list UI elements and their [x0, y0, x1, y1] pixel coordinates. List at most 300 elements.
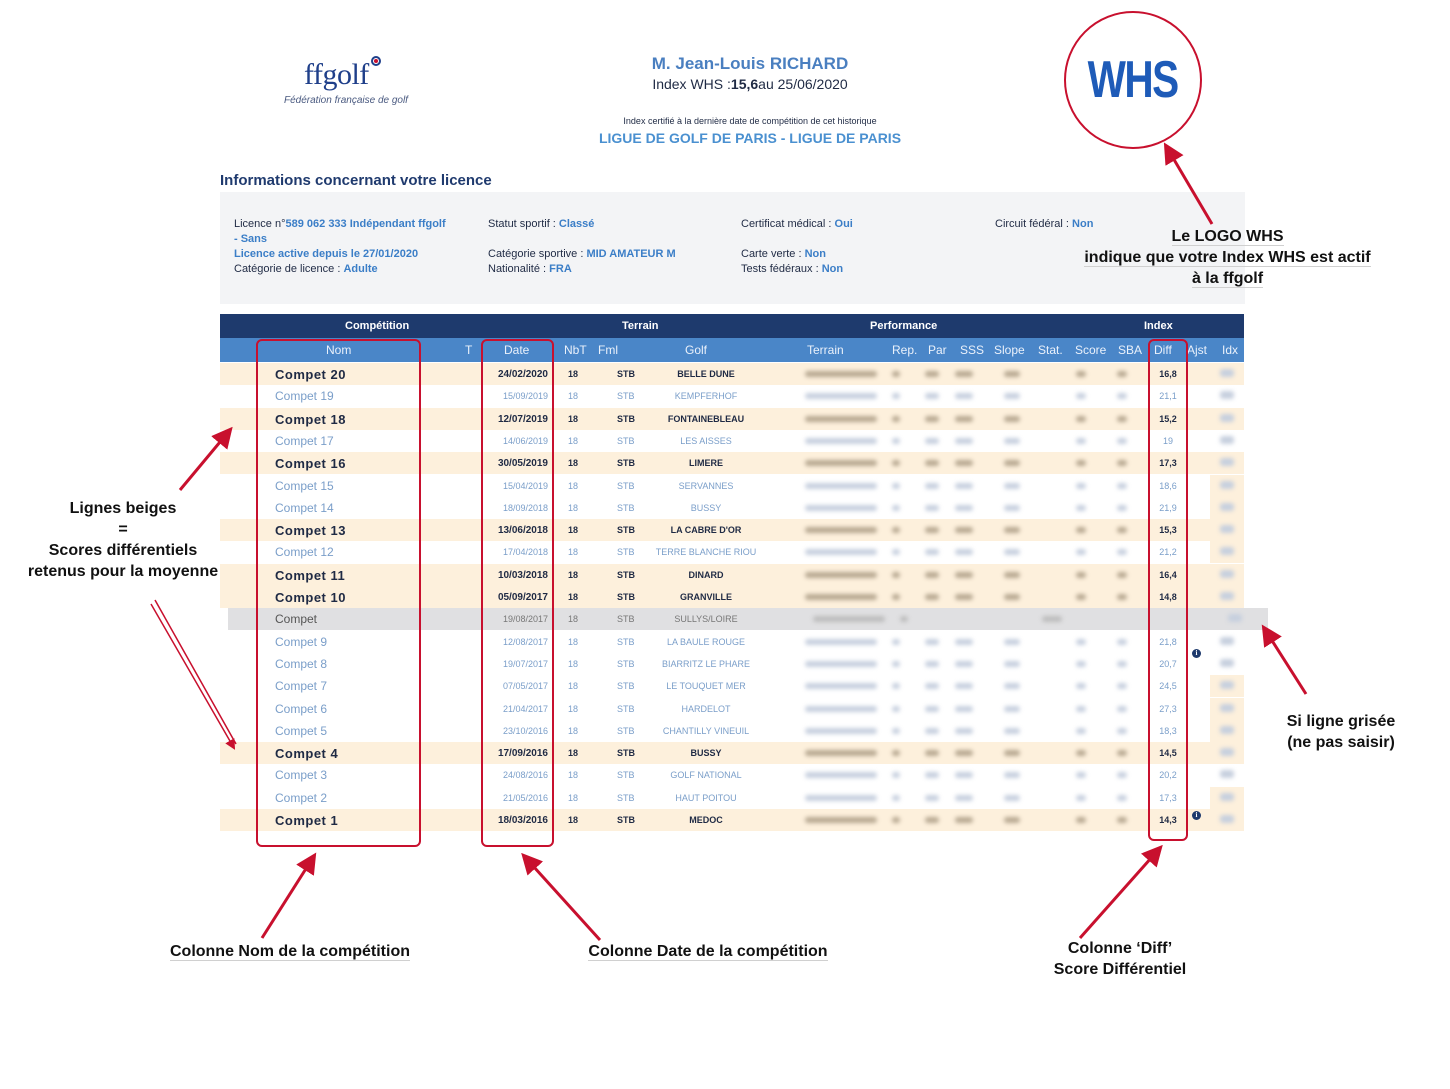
nationalite-label: Nationalité : — [488, 263, 550, 275]
fml-cell: STB — [617, 502, 635, 513]
golf-cell: LA CABRE D'OR — [670, 525, 742, 536]
golf-cell: LES AISSES — [680, 435, 732, 446]
golf-cell: DINARD — [688, 569, 724, 580]
diff-cell: 21,9 — [1159, 502, 1177, 513]
nbt-cell: 18 — [568, 815, 579, 825]
nbt-cell: 18 — [568, 480, 579, 491]
blurred-value — [925, 393, 939, 399]
blurred-value — [892, 371, 900, 377]
fml-cell: STB — [617, 792, 635, 803]
blurred-value — [955, 639, 973, 645]
categorie-sportive-value: MID AMATEUR M — [586, 248, 676, 260]
competition-name-cell: Compet 18 — [275, 411, 346, 427]
blurred-value — [805, 438, 877, 444]
blurred-value — [1117, 572, 1127, 578]
blurred-value — [892, 750, 900, 756]
blurred-value — [1004, 438, 1020, 444]
blurred-value — [925, 483, 939, 489]
carte-verte-value: Non — [804, 248, 826, 260]
blurred-value — [1076, 594, 1086, 600]
golf-cell: SERVANNES — [678, 480, 734, 491]
date-cell: 14/06/2019 — [502, 435, 548, 446]
date-cell: 13/06/2018 — [497, 525, 548, 537]
blurred-value — [1076, 438, 1086, 444]
nbt-cell: 18 — [568, 681, 579, 692]
beige-annotation-line2: = — [118, 521, 128, 538]
blurred-value — [1076, 483, 1086, 489]
blurred-index — [1220, 481, 1234, 489]
nbt-cell: 18 — [568, 458, 579, 469]
nationalite-value: FRA — [549, 263, 572, 275]
fml-cell: STB — [617, 614, 635, 625]
blurred-value — [1004, 594, 1020, 600]
blurred-index — [1228, 614, 1242, 622]
col-ajst[interactable]: Ajst — [1187, 343, 1208, 357]
date-cell: 19/07/2017 — [502, 658, 548, 669]
ffgolf-logo-subtitle: Fédération française de golf — [284, 95, 408, 106]
blurred-value — [892, 483, 900, 489]
blurred-value — [955, 661, 973, 667]
fml-cell: STB — [617, 770, 635, 781]
blurred-value — [1117, 460, 1127, 466]
date-cell: 17/09/2016 — [497, 748, 548, 760]
golf-cell: LIMERE — [688, 458, 723, 469]
col-slope[interactable]: Slope — [994, 343, 1025, 357]
competition-name-cell: Compet 8 — [275, 656, 328, 671]
blurred-value — [892, 817, 900, 823]
date-cell: 21/04/2017 — [502, 703, 548, 714]
player-name: M. Jean-Louis RICHARD — [651, 54, 849, 73]
blurred-value — [1076, 416, 1086, 422]
blurred-value — [892, 661, 900, 667]
diff-annotation-line2: Score Différentiel — [1053, 961, 1187, 978]
blurred-value — [805, 594, 877, 600]
blurred-value — [805, 483, 877, 489]
blurred-value — [805, 371, 877, 377]
blurred-index — [1220, 748, 1234, 756]
blurred-value — [955, 527, 973, 533]
blurred-index — [1220, 369, 1234, 377]
index-value: 15,6 — [730, 76, 759, 92]
golf-cell: BUSSY — [690, 748, 722, 759]
col-stat[interactable]: Stat. — [1038, 343, 1063, 357]
blurred-value — [1076, 460, 1086, 466]
golf-cell: GOLF NATIONAL — [670, 770, 742, 781]
diff-cell: 21,8 — [1159, 636, 1177, 647]
blurred-value — [1004, 639, 1020, 645]
whs-annotation-line3: à la ffgolf — [1191, 270, 1264, 287]
blurred-value — [892, 393, 900, 399]
fml-cell: STB — [617, 547, 635, 558]
nom-annotation — [150, 941, 430, 962]
date-cell: 24/02/2020 — [497, 369, 548, 380]
blurred-value — [892, 505, 900, 511]
nbt-cell: 18 — [568, 614, 579, 625]
blurred-value — [1076, 505, 1086, 511]
nbt-cell: 18 — [568, 569, 579, 580]
blurred-value — [925, 661, 939, 667]
col-nom[interactable]: Nom — [326, 343, 352, 357]
competition-name-cell: Compet 5 — [275, 723, 328, 738]
nbt-cell: 18 — [568, 703, 579, 714]
date-cell: 15/04/2019 — [502, 480, 548, 491]
blurred-value — [1117, 661, 1127, 667]
licence-number-label: Licence n° — [234, 218, 286, 230]
blurred-value — [1076, 728, 1086, 734]
blurred-value — [805, 572, 877, 578]
col-terrain[interactable]: Terrain — [807, 343, 844, 357]
nbt-cell: 18 — [568, 658, 579, 669]
licence-section-title: Informations concernant votre licence — [220, 172, 492, 189]
beige-annotation-line1: Lignes beiges — [69, 500, 177, 517]
fml-cell: STB — [617, 413, 635, 424]
col-fml[interactable]: Fml — [598, 343, 618, 357]
arrow-date — [524, 856, 600, 940]
blurred-value — [1076, 683, 1086, 689]
date-cell: 18/09/2018 — [502, 502, 548, 513]
blurred-index — [1220, 815, 1234, 823]
competition-name-cell: Compet 15 — [275, 478, 334, 493]
nbt-cell: 18 — [568, 435, 579, 446]
date-cell: 12/08/2017 — [502, 636, 548, 647]
fml-cell: STB — [617, 369, 635, 379]
blurred-value — [955, 371, 973, 377]
certificat-medical-value: Oui — [834, 218, 853, 230]
diff-annotation-line1: Colonne ‘Diff’ — [1067, 940, 1173, 957]
whs-logo-highlight — [1064, 11, 1202, 149]
col-nbt[interactable]: NbT — [564, 343, 587, 357]
blurred-value — [805, 393, 877, 399]
date-cell: 24/08/2016 — [502, 770, 548, 781]
blurred-value — [925, 795, 939, 801]
fml-cell: STB — [617, 592, 635, 602]
fml-cell: STB — [617, 815, 635, 825]
diff-cell: 17,3 — [1159, 792, 1177, 803]
diff-cell: 14,5 — [1159, 748, 1177, 759]
blurred-value — [1117, 728, 1127, 734]
blurred-value — [892, 728, 900, 734]
col-sss[interactable]: SSS — [960, 343, 985, 357]
date-cell: 19/08/2017 — [502, 614, 548, 625]
blurred-value — [1004, 572, 1020, 578]
blurred-value — [805, 460, 877, 466]
nbt-cell: 18 — [568, 792, 579, 803]
blurred-value — [1117, 393, 1127, 399]
diff-cell: 20,2 — [1159, 770, 1177, 781]
blurred-index — [1220, 570, 1234, 578]
fml-cell: STB — [617, 435, 635, 446]
blurred-index — [1220, 458, 1234, 466]
blurred-value — [805, 505, 877, 511]
blurred-index — [1220, 793, 1234, 801]
nbt-cell: 18 — [568, 748, 579, 759]
blurred-value — [1004, 772, 1020, 778]
golf-cell: SULLYS/LOIRE — [674, 614, 738, 625]
blurred-index — [1220, 503, 1234, 511]
golf-cell: FONTAINEBLEAU — [667, 413, 745, 424]
fml-cell: STB — [617, 658, 635, 669]
blurred-value — [925, 416, 939, 422]
blurred-value — [925, 527, 939, 533]
competition-name-cell: Compet 16 — [275, 456, 346, 472]
tests-federaux-value: Non — [821, 263, 844, 275]
licence-category-label: Catégorie de licence : — [234, 263, 344, 275]
date-annotation-text: Colonne Date de la compétition — [588, 943, 828, 960]
blurred-index — [1220, 414, 1234, 422]
competition-name-cell: Compet 17 — [275, 433, 334, 448]
blurred-value — [925, 594, 939, 600]
diff-cell: 18,6 — [1159, 480, 1177, 491]
blurred-value — [1117, 483, 1127, 489]
golf-cell: LE TOUQUET MER — [666, 681, 746, 692]
golf-cell: TERRE BLANCHE RIOU — [655, 547, 757, 558]
blurred-value — [1117, 438, 1127, 444]
competition-name-cell: Compet 2 — [275, 790, 328, 805]
blurred-value — [1004, 549, 1020, 555]
competition-name-cell: Compet 13 — [275, 523, 346, 539]
blurred-value — [805, 750, 877, 756]
diff-cell: 15,3 — [1159, 525, 1177, 536]
diff-cell: 14,3 — [1159, 815, 1177, 825]
blurred-index — [1220, 592, 1234, 600]
blurred-value — [1117, 795, 1127, 801]
blurred-value — [892, 438, 900, 444]
blurred-value — [805, 527, 877, 533]
golf-cell: BELLE DUNE — [677, 369, 735, 379]
blurred-value — [1117, 549, 1127, 555]
blurred-value — [805, 728, 877, 734]
blurred-value — [892, 460, 900, 466]
blurred-value — [892, 527, 900, 533]
blurred-index — [1220, 637, 1234, 645]
date-cell: 30/05/2019 — [497, 458, 548, 470]
player-index — [560, 76, 940, 92]
blurred-value — [955, 505, 973, 511]
blurred-value — [1076, 817, 1086, 823]
blurred-index — [1220, 547, 1234, 555]
whs-logo: WHS — [1088, 51, 1178, 109]
col-golf[interactable]: Golf — [685, 343, 708, 357]
blurred-value — [925, 772, 939, 778]
blurred-value — [805, 683, 877, 689]
competition-name-cell: Compet — [275, 612, 318, 627]
blurred-index — [1220, 391, 1234, 399]
diff-cell: 27,3 — [1159, 703, 1177, 714]
tests-federaux-label: Tests fédéraux : — [741, 263, 822, 275]
fml-cell: STB — [617, 458, 635, 469]
diff-cell: 20,7 — [1159, 658, 1177, 669]
blurred-index — [1220, 770, 1234, 778]
blurred-value — [1117, 505, 1127, 511]
date-cell: 15/09/2019 — [502, 391, 548, 402]
blurred-value — [1076, 772, 1086, 778]
blurred-value — [892, 549, 900, 555]
blurred-index — [1220, 704, 1234, 712]
blurred-value — [925, 728, 939, 734]
grey-annotation-line1: Si ligne grisée — [1286, 713, 1396, 730]
competition-name-cell: Compet 3 — [275, 768, 328, 783]
nbt-cell: 18 — [568, 413, 579, 424]
nbt-cell: 18 — [568, 525, 579, 536]
blurred-value — [1004, 728, 1020, 734]
blurred-value — [892, 772, 900, 778]
info-icon[interactable]: i — [1192, 811, 1201, 820]
grey-annotation — [1266, 711, 1416, 753]
golf-cell: HARDELOT — [681, 703, 731, 714]
blurred-value — [955, 772, 973, 778]
col-sba[interactable]: SBA — [1118, 343, 1143, 357]
info-icon[interactable]: i — [1192, 649, 1201, 658]
diff-cell: 19 — [1162, 435, 1173, 446]
nom-column-highlight — [256, 339, 421, 847]
blurred-value — [813, 616, 885, 622]
certification-note: Index certifié à la dernière date de compétition de cet historique — [623, 116, 877, 126]
blurred-value — [1076, 371, 1086, 377]
date-annotation — [566, 941, 850, 962]
statut-sportif-value: Classé — [558, 218, 595, 230]
blurred-value — [1076, 572, 1086, 578]
date-cell: 07/05/2017 — [502, 681, 548, 692]
col-diff[interactable]: Diff — [1154, 343, 1172, 357]
competition-name-cell: Compet 19 — [275, 389, 334, 404]
blurred-value — [925, 817, 939, 823]
date-cell: 10/03/2018 — [497, 569, 548, 581]
blurred-value — [1004, 393, 1020, 399]
diff-cell: 14,8 — [1159, 592, 1177, 602]
diff-cell: 16,8 — [1159, 369, 1177, 379]
blurred-value — [955, 393, 973, 399]
ffgolf-logo: ffgolf — [304, 58, 381, 92]
blurred-value — [1076, 639, 1086, 645]
blurred-value — [1004, 505, 1020, 511]
date-column-highlight — [481, 339, 554, 847]
blurred-value — [955, 460, 973, 466]
categorie-sportive-label: Catégorie sportive : — [488, 248, 587, 260]
nbt-cell: 18 — [568, 636, 579, 647]
blurred-value — [1117, 527, 1127, 533]
beige-annotation — [14, 498, 232, 582]
col-date[interactable]: Date — [504, 343, 530, 357]
date-cell: 05/09/2017 — [497, 592, 548, 603]
blurred-value — [892, 683, 900, 689]
col-score[interactable]: Score — [1075, 343, 1107, 357]
blurred-value — [925, 750, 939, 756]
blurred-value — [892, 594, 900, 600]
fml-cell: STB — [617, 525, 635, 536]
licence-col-1 — [234, 217, 474, 277]
competition-name-cell: Compet 4 — [275, 746, 339, 762]
beige-annotation-line4: retenus pour la moyenne — [27, 563, 219, 580]
blurred-index — [1220, 436, 1234, 444]
golf-cell: LA BAULE ROUGE — [666, 636, 746, 647]
golf-cell: MEDOC — [689, 815, 723, 825]
blurred-value — [1117, 371, 1127, 377]
golf-cell: CHANTILLY VINEUIL — [662, 725, 750, 736]
statut-sportif-label: Statut sportif : — [488, 218, 559, 230]
certificat-medical-label: Certificat médical : — [741, 218, 835, 230]
blurred-value — [892, 572, 900, 578]
diff-cell: 16,4 — [1159, 569, 1177, 580]
blurred-value — [955, 483, 973, 489]
blurred-value — [1117, 639, 1127, 645]
blurred-value — [1004, 483, 1020, 489]
blurred-value — [1004, 371, 1020, 377]
blurred-value — [1004, 416, 1020, 422]
blurred-value — [925, 706, 939, 712]
nbt-cell: 18 — [568, 770, 579, 781]
group-competition: Compétition — [345, 320, 410, 332]
arrow-nom — [262, 856, 314, 938]
col-par[interactable]: Par — [928, 343, 947, 357]
blurred-value — [900, 616, 908, 622]
nbt-cell: 18 — [568, 547, 579, 558]
blurred-value — [1076, 393, 1086, 399]
blurred-value — [1004, 527, 1020, 533]
blurred-value — [805, 639, 877, 645]
fml-cell: STB — [617, 480, 635, 491]
ligue-name: LIGUE DE GOLF DE PARIS - LIGUE DE PARIS — [598, 130, 902, 146]
circuit-federal-label: Circuit fédéral : — [995, 218, 1073, 230]
col-idx[interactable]: Idx — [1222, 343, 1239, 357]
licence-col-2 — [488, 217, 728, 277]
index-date: au 25/06/2020 — [758, 76, 848, 92]
blurred-value — [925, 505, 939, 511]
blurred-value — [1117, 416, 1127, 422]
blurred-value — [1117, 750, 1127, 756]
blurred-value — [805, 817, 877, 823]
blurred-value — [925, 438, 939, 444]
blurred-value — [955, 438, 973, 444]
diff-cell: 15,2 — [1159, 413, 1177, 424]
fml-cell: STB — [617, 703, 635, 714]
diff-cell: 18,3 — [1159, 725, 1177, 736]
circuit-federal-value: Non — [1072, 218, 1094, 230]
blurred-value — [925, 683, 939, 689]
col-t[interactable]: T — [465, 343, 473, 357]
date-cell: 21/05/2016 — [502, 792, 548, 803]
date-cell: 12/07/2019 — [497, 413, 548, 425]
blurred-value — [1117, 706, 1127, 712]
competition-name-cell: Compet 1 — [275, 813, 339, 828]
nbt-cell: 18 — [568, 369, 579, 379]
fml-cell: STB — [617, 391, 635, 402]
competition-name-cell: Compet 9 — [275, 634, 328, 649]
blurred-value — [955, 594, 973, 600]
golf-cell: KEMPFERHOF — [674, 391, 738, 402]
whs-annotation-line2: indique que votre Index WHS est actif — [1084, 249, 1371, 266]
blurred-value — [805, 706, 877, 712]
arrow-grey — [1264, 628, 1306, 694]
golf-cell: BUSSY — [690, 502, 722, 513]
blurred-value — [805, 795, 877, 801]
nbt-cell: 18 — [568, 391, 579, 402]
blurred-value — [955, 572, 973, 578]
competition-name-cell: Compet 10 — [275, 590, 346, 605]
golf-cell: HAUT POITOU — [675, 792, 737, 803]
diff-cell: 21,2 — [1159, 547, 1177, 558]
blurred-value — [1004, 750, 1020, 756]
licence-number-value: 589 062 333 Indépendant ffgolf — [285, 218, 446, 230]
blurred-value — [955, 416, 973, 422]
group-performance: Performance — [870, 320, 938, 332]
table-group-header — [220, 314, 1244, 338]
blurred-value — [892, 706, 900, 712]
fml-cell: STB — [617, 681, 635, 692]
col-rep[interactable]: Rep. — [892, 343, 918, 357]
blurred-value — [1076, 661, 1086, 667]
nbt-cell: 18 — [568, 502, 579, 513]
index-label: Index WHS : — [652, 76, 731, 92]
